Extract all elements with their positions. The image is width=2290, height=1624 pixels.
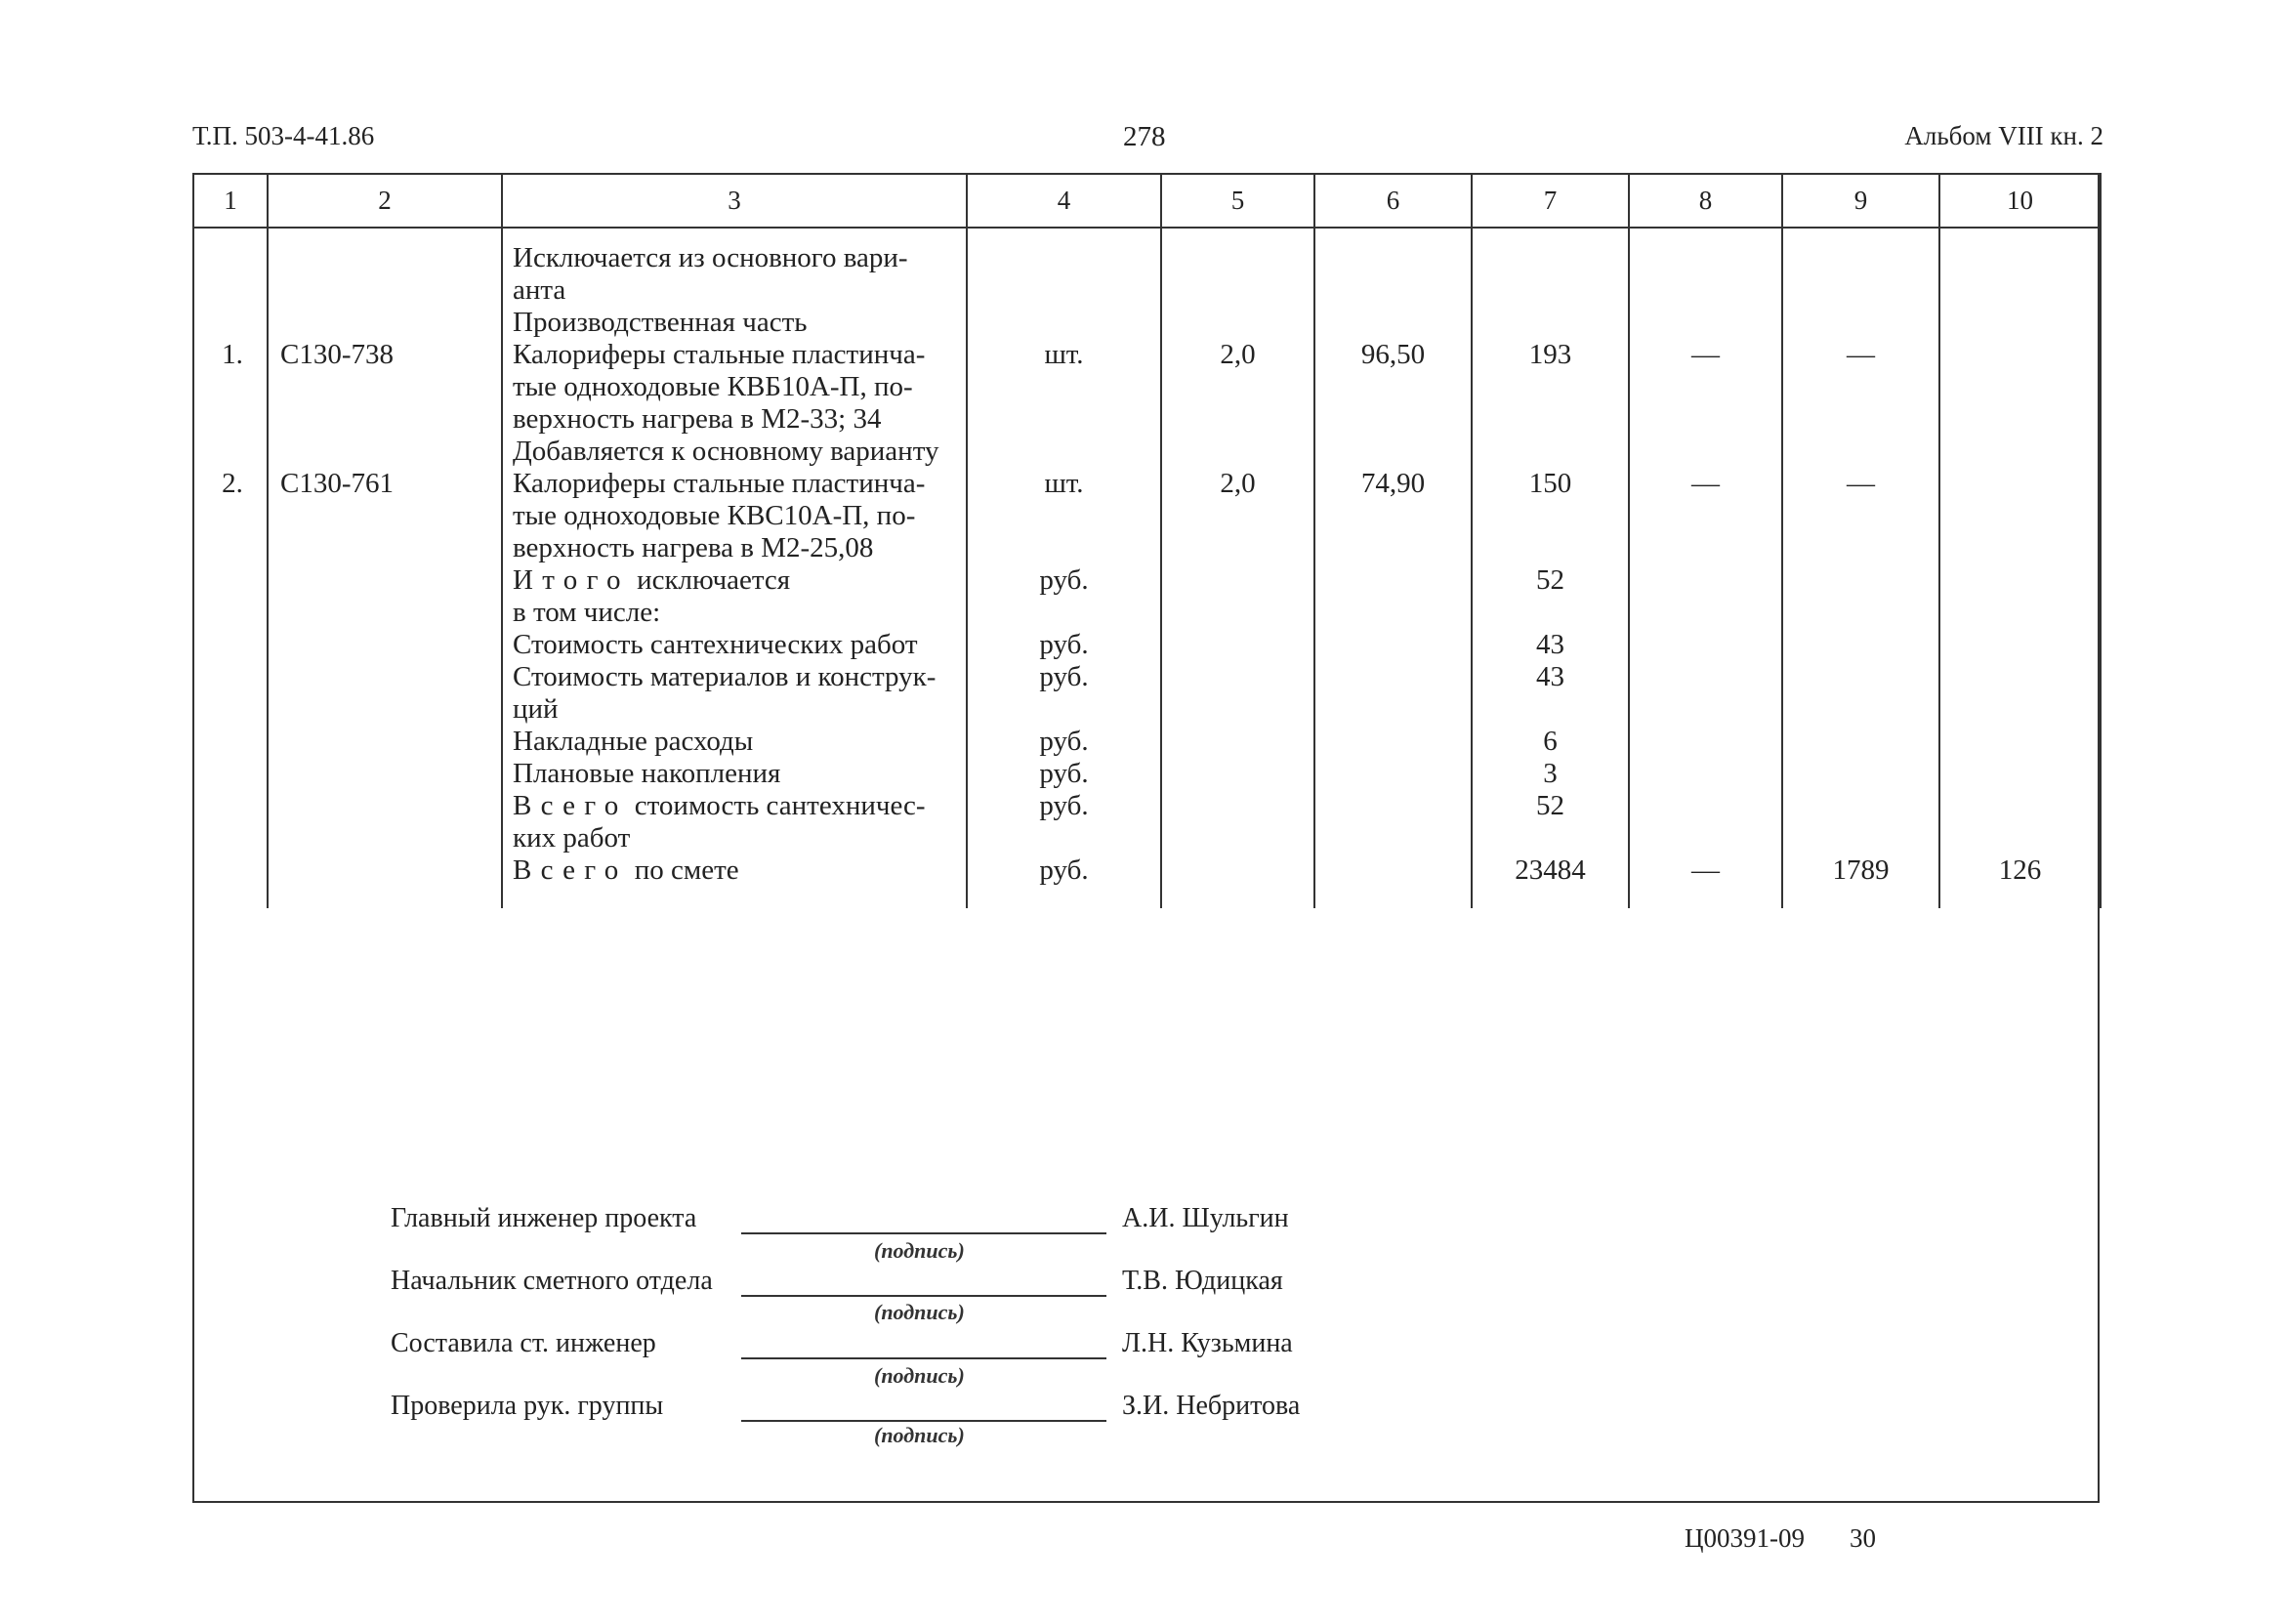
row-number (193, 758, 268, 790)
col-header: 9 (1782, 174, 1939, 228)
unit (967, 790, 1161, 854)
unit (967, 661, 1161, 726)
col10-value (1939, 629, 2101, 661)
col-header: 1 (193, 174, 268, 228)
item-description-text: Производственная часть (513, 307, 808, 338)
unit-price (1314, 629, 1472, 661)
quantity (1161, 758, 1314, 790)
col-header: 6 (1314, 174, 1472, 228)
signature-name: Л.Н. Кузьмина (1122, 1328, 1293, 1358)
unit-price (1314, 339, 1472, 436)
col-header: 2 (268, 174, 502, 228)
col8-value-text: — (1691, 339, 1720, 370)
album-label: Альбом VIII кн. 2 (1904, 121, 2103, 150)
row-number (193, 854, 268, 908)
unit-price (1314, 661, 1472, 726)
col9-value (1782, 228, 1939, 307)
quantity-text: 2,0 (1220, 339, 1256, 370)
total-cost (1472, 436, 1629, 468)
total-cost (1472, 629, 1629, 661)
row-number (193, 661, 268, 726)
item-description-text: Накладные расходы (513, 726, 754, 757)
item-description (502, 758, 967, 790)
unit-price-text: 96,50 (1360, 339, 1426, 370)
col8-value (1629, 436, 1782, 468)
unit-price (1314, 790, 1472, 854)
unit-price (1314, 854, 1472, 908)
item-description-text: Плановые накопления (513, 758, 781, 789)
quantity (1161, 597, 1314, 629)
unit (967, 726, 1161, 758)
total-cost (1472, 597, 1629, 629)
col9-value (1782, 468, 1939, 564)
col10-value (1939, 790, 2101, 854)
table-row (193, 726, 2101, 758)
col8-value (1629, 468, 1782, 564)
col9-value (1782, 790, 1939, 854)
item-description (502, 854, 967, 908)
rate-code (268, 564, 502, 597)
rate-code (268, 726, 502, 758)
col8-value (1629, 854, 1782, 908)
col9-value (1782, 339, 1939, 436)
rate-code (268, 228, 502, 307)
col10-value (1939, 468, 2101, 564)
unit-text: шт. (1044, 468, 1084, 499)
unit-price (1314, 228, 1472, 307)
item-description (502, 436, 967, 468)
total-cost (1472, 758, 1629, 790)
unit-price (1314, 564, 1472, 597)
rate-code (268, 436, 502, 468)
col9-value (1782, 758, 1939, 790)
total-cost (1472, 468, 1629, 564)
unit-text: руб. (1039, 758, 1089, 789)
quantity (1161, 228, 1314, 307)
signature-caption: (подпись) (874, 1300, 965, 1324)
quantity (1161, 629, 1314, 661)
item-description-text: Добавляется к основному варианту (513, 436, 939, 467)
unit (967, 564, 1161, 597)
row-number-text: 2. (222, 468, 243, 499)
col9-value-text: — (1847, 468, 1875, 499)
row-number (193, 597, 268, 629)
col9-value (1782, 726, 1939, 758)
unit (967, 629, 1161, 661)
unit (967, 468, 1161, 564)
signature-caption: (подпись) (874, 1423, 965, 1447)
signature-caption: (подпись) (874, 1363, 965, 1388)
table-row (193, 629, 2101, 661)
rate-code-text: С130-738 (280, 339, 394, 370)
column-number-row (193, 174, 2101, 228)
total-cost (1472, 726, 1629, 758)
total-cost-text: 43 (1536, 661, 1564, 692)
row-number (193, 436, 268, 468)
item-description (502, 790, 967, 854)
item-description (502, 726, 967, 758)
unit-price-text: 74,90 (1360, 468, 1426, 499)
col-header: 10 (1939, 174, 2101, 228)
quantity (1161, 307, 1314, 339)
col-header: 4 (967, 174, 1161, 228)
col9-value (1782, 564, 1939, 597)
row-number (193, 307, 268, 339)
item-description (502, 228, 967, 307)
col8-value (1629, 726, 1782, 758)
item-description (502, 597, 967, 629)
rate-code (268, 854, 502, 908)
unit (967, 339, 1161, 436)
unit-price (1314, 468, 1472, 564)
col9-value (1782, 307, 1939, 339)
unit (967, 436, 1161, 468)
total-cost (1472, 790, 1629, 854)
total-cost-text: 6 (1543, 726, 1558, 757)
footer-page-number: 30 (1850, 1523, 1876, 1553)
col10-value (1939, 854, 2101, 908)
total-cost-text: 150 (1528, 468, 1572, 499)
item-description-text: Калориферы стальные пластинча-тые одноходовые КВС10А-П, по-верхность нагрева в М2-25,08 (513, 468, 926, 563)
unit (967, 228, 1161, 307)
table-row (193, 758, 2101, 790)
table-row (193, 228, 2101, 307)
rate-code-text: С130-761 (280, 468, 394, 499)
item-description (502, 468, 967, 564)
table-row (193, 436, 2101, 468)
signature-line (741, 1357, 1106, 1359)
col8-value (1629, 758, 1782, 790)
table-row (193, 468, 2101, 564)
spaced-keyword: Всего (513, 854, 628, 886)
spaced-keyword: Всего (513, 790, 628, 821)
signature-name: А.И. Шульгин (1122, 1203, 1289, 1233)
total-cost (1472, 307, 1629, 339)
col9-value (1782, 854, 1939, 908)
item-description (502, 629, 967, 661)
col-header: 8 (1629, 174, 1782, 228)
signature-role: Составила ст. инженер (391, 1328, 656, 1358)
quantity-text: 2,0 (1220, 468, 1256, 499)
item-description (502, 564, 967, 597)
unit-price (1314, 726, 1472, 758)
signature-role: Начальник сметного отдела (391, 1266, 713, 1296)
col10-value-text: 126 (1998, 854, 2042, 886)
item-description (502, 307, 967, 339)
unit-text: руб. (1039, 564, 1089, 596)
row-number (193, 564, 268, 597)
col9-value-text: 1789 (1832, 854, 1890, 886)
page-number: 278 (1123, 121, 1166, 152)
item-description-text: в том числе: (513, 597, 661, 628)
unit-text: руб. (1039, 854, 1089, 886)
total-cost (1472, 228, 1629, 307)
item-description (502, 339, 967, 436)
item-description-text: исключается (637, 564, 791, 596)
col10-value (1939, 661, 2101, 726)
col8-value (1629, 339, 1782, 436)
col10-value (1939, 726, 2101, 758)
total-cost (1472, 854, 1629, 908)
col9-value-text: — (1847, 339, 1875, 370)
unit-text: руб. (1039, 661, 1089, 692)
quantity (1161, 790, 1314, 854)
rate-code (268, 307, 502, 339)
total-cost-text: 23484 (1515, 854, 1586, 886)
col10-value (1939, 307, 2101, 339)
col-header: 5 (1161, 174, 1314, 228)
estimate-table (192, 173, 2102, 908)
item-description-text: Стоимость материалов и конструк-ций (513, 661, 937, 725)
signature-caption: (подпись) (874, 1238, 965, 1263)
col10-value (1939, 597, 2101, 629)
unit (967, 597, 1161, 629)
col9-value (1782, 661, 1939, 726)
item-description-text: Калориферы стальные пластинча-тые одноходовые КВБ10А-П, по-верхность нагрева в М2-33; 34 (513, 339, 926, 435)
signature-role: Проверила рук. группы (391, 1391, 664, 1421)
spaced-keyword: Итого (513, 564, 630, 596)
unit-text: руб. (1039, 726, 1089, 757)
item-description-text: стоимость сантехничес-ких работ (513, 790, 926, 854)
unit-text: руб. (1039, 629, 1089, 660)
col9-value (1782, 597, 1939, 629)
col8-value-text: — (1691, 468, 1720, 499)
item-description-text: по смете (634, 854, 739, 886)
col8-value (1629, 629, 1782, 661)
col8-value (1629, 597, 1782, 629)
quantity (1161, 468, 1314, 564)
total-cost (1472, 661, 1629, 726)
quantity (1161, 661, 1314, 726)
quantity (1161, 436, 1314, 468)
unit-text: шт. (1044, 339, 1084, 370)
col9-value (1782, 436, 1939, 468)
signature-role: Главный инженер проекта (391, 1203, 697, 1233)
col10-value (1939, 339, 2101, 436)
unit-text: руб. (1039, 790, 1089, 821)
rate-code (268, 790, 502, 854)
col8-value (1629, 564, 1782, 597)
quantity (1161, 854, 1314, 908)
rate-code (268, 468, 502, 564)
row-number (193, 228, 268, 307)
unit-price (1314, 436, 1472, 468)
total-cost-text: 193 (1528, 339, 1572, 370)
col8-value (1629, 661, 1782, 726)
row-number (193, 726, 268, 758)
table-row (193, 307, 2101, 339)
total-cost (1472, 564, 1629, 597)
table-row (193, 597, 2101, 629)
total-cost-text: 52 (1536, 790, 1564, 821)
table-row (193, 790, 2101, 854)
total-cost-text: 43 (1536, 629, 1564, 660)
row-number-text: 1. (222, 339, 243, 370)
col8-value (1629, 307, 1782, 339)
signature-name: З.И. Небритова (1122, 1391, 1301, 1421)
doc-designation: Т.П. 503-4-41.86 (192, 121, 375, 150)
unit-price (1314, 597, 1472, 629)
table-row (193, 339, 2101, 436)
signature-name: Т.В. Юдицкая (1122, 1266, 1283, 1296)
rate-code (268, 339, 502, 436)
col10-value (1939, 758, 2101, 790)
footer-code: Ц00391-09 (1685, 1523, 1805, 1553)
col10-value (1939, 564, 2101, 597)
col9-value (1782, 629, 1939, 661)
rate-code (268, 597, 502, 629)
col10-value (1939, 436, 2101, 468)
total-cost (1472, 339, 1629, 436)
item-description-text: Стоимость сантехнических работ (513, 629, 918, 660)
unit (967, 758, 1161, 790)
rate-code (268, 629, 502, 661)
row-number (193, 339, 268, 436)
unit (967, 854, 1161, 908)
signature-line (741, 1295, 1106, 1297)
unit-price (1314, 307, 1472, 339)
item-description-text: Исключается из основного вари-анта (513, 242, 908, 306)
col-header: 3 (502, 174, 967, 228)
quantity (1161, 564, 1314, 597)
quantity (1161, 339, 1314, 436)
table-row (193, 854, 2101, 908)
col10-value (1939, 228, 2101, 307)
signature-line (741, 1420, 1106, 1422)
signature-line (741, 1232, 1106, 1234)
row-number (193, 468, 268, 564)
total-cost-text: 52 (1536, 564, 1564, 596)
row-number (193, 790, 268, 854)
table-row (193, 564, 2101, 597)
col8-value (1629, 790, 1782, 854)
rate-code (268, 758, 502, 790)
col-header: 7 (1472, 174, 1629, 228)
row-number (193, 629, 268, 661)
unit (967, 307, 1161, 339)
item-description (502, 661, 967, 726)
total-cost-text: 3 (1543, 758, 1558, 789)
col8-value-text: — (1691, 854, 1720, 886)
unit-price (1314, 758, 1472, 790)
quantity (1161, 726, 1314, 758)
table-row (193, 661, 2101, 726)
rate-code (268, 661, 502, 726)
col8-value (1629, 228, 1782, 307)
